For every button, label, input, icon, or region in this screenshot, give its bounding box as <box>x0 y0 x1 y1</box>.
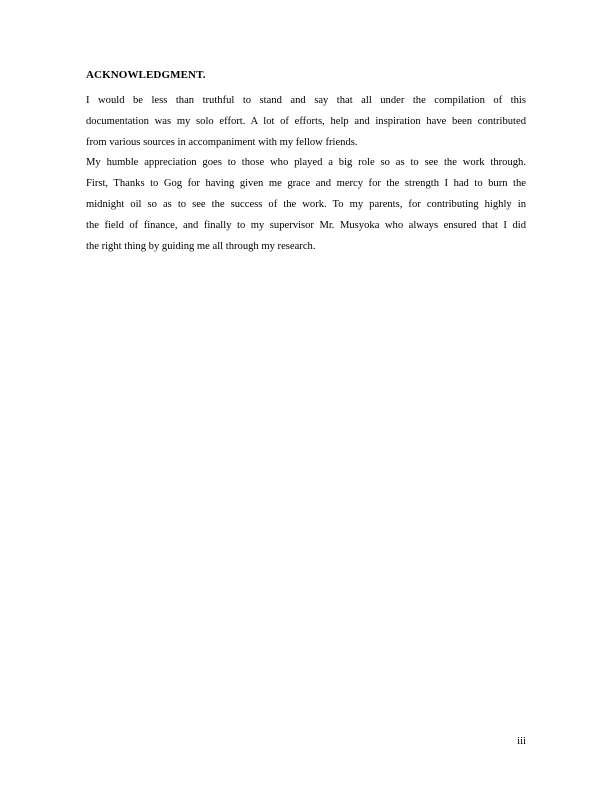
paragraph-line: documentation was my solo effort. A lot of efforts, help and inspiration have been contributed <box>86 115 526 127</box>
page-number: iii <box>517 736 526 747</box>
paragraph-1 <box>86 91 526 153</box>
section-heading: ACKNOWLEDGMENT. <box>86 69 206 81</box>
paragraph-2 <box>86 153 526 257</box>
paragraph-line: from various sources in accompaniment with my fellow friends. <box>86 136 358 148</box>
paragraph-line: midnight oil so as to see the success of the work. To my parents, for contributing highly in <box>86 198 526 210</box>
paragraph-line: First, Thanks to Gog for having given me grace and mercy for the strength I had to burn the <box>86 178 526 190</box>
paragraph-line: the field of finance, and finally to my supervisor Mr. Musyoka who always ensured that I did <box>86 219 526 231</box>
acknowledgment-section <box>86 68 526 257</box>
paragraph-line: the right thing by guiding me all through my research. <box>86 240 316 252</box>
paragraph-line: My humble appreciation goes to those who played a big role so as to see the work through. <box>86 157 526 169</box>
paragraph-line: I would be less than truthful to stand and say that all under the compilation of this <box>86 95 526 106</box>
